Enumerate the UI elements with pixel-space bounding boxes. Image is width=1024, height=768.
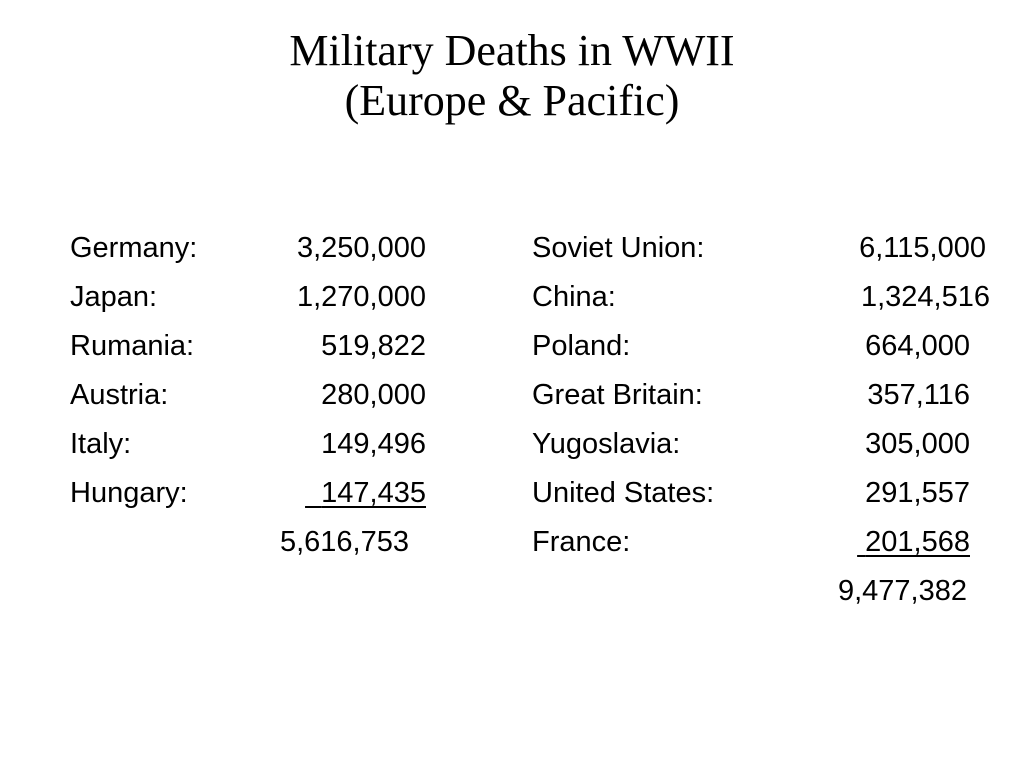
table-row (70, 322, 490, 371)
death-count: 201,568 (865, 526, 970, 558)
death-count: 664,000 (865, 330, 970, 362)
country-label: China: (532, 281, 616, 313)
table-row (532, 273, 1012, 322)
country-label: Austria: (70, 379, 169, 411)
death-count: 6,115,000 (859, 232, 986, 264)
table-row (532, 371, 1012, 420)
death-count: 1,270,000 (296, 281, 426, 313)
country-label: Rumania: (70, 330, 195, 362)
country-label: Poland: (532, 330, 631, 362)
country-label: Italy: (70, 428, 132, 460)
table-row (532, 224, 1012, 273)
title-line-1: Military Deaths in WWII (289, 26, 735, 75)
country-label: France: (532, 526, 631, 558)
country-label: Germany: (70, 232, 198, 264)
death-count-underlined (305, 469, 426, 518)
axis-column (70, 224, 490, 567)
death-count: 519,822 (321, 330, 426, 362)
country-label: United States: (532, 477, 715, 509)
total-row (70, 518, 490, 567)
allied-total: 9,477,382 (837, 575, 967, 607)
table-row (532, 469, 1012, 518)
death-count: 3,250,000 (296, 232, 426, 264)
table-row (70, 420, 490, 469)
death-count: 305,000 (865, 428, 970, 460)
death-count: 280,000 (321, 379, 426, 411)
total-row (532, 567, 1012, 616)
death-count: 357,116 (867, 379, 970, 411)
death-count: 1,324,516 (860, 281, 990, 313)
country-label: Yugoslavia: (532, 428, 681, 460)
death-count: 149,496 (321, 428, 426, 460)
table-row (70, 469, 490, 518)
table-row (532, 518, 1012, 567)
country-label: Hungary: (70, 477, 188, 509)
allied-column (532, 224, 1012, 616)
table-row (70, 224, 490, 273)
axis-total: 5,616,753 (279, 526, 409, 558)
death-count: 147,435 (321, 477, 426, 509)
country-label: Great Britain: (532, 379, 703, 411)
table-row (532, 420, 1012, 469)
slide-title (0, 26, 1024, 126)
table-row (70, 273, 490, 322)
table-row (70, 371, 490, 420)
country-label: Soviet Union: (532, 232, 705, 264)
table-row (532, 322, 1012, 371)
title-line-2: (Europe & Pacific) (344, 76, 680, 125)
death-count-underlined (857, 518, 970, 567)
country-label: Japan: (70, 281, 158, 313)
death-count: 291,557 (865, 477, 970, 509)
